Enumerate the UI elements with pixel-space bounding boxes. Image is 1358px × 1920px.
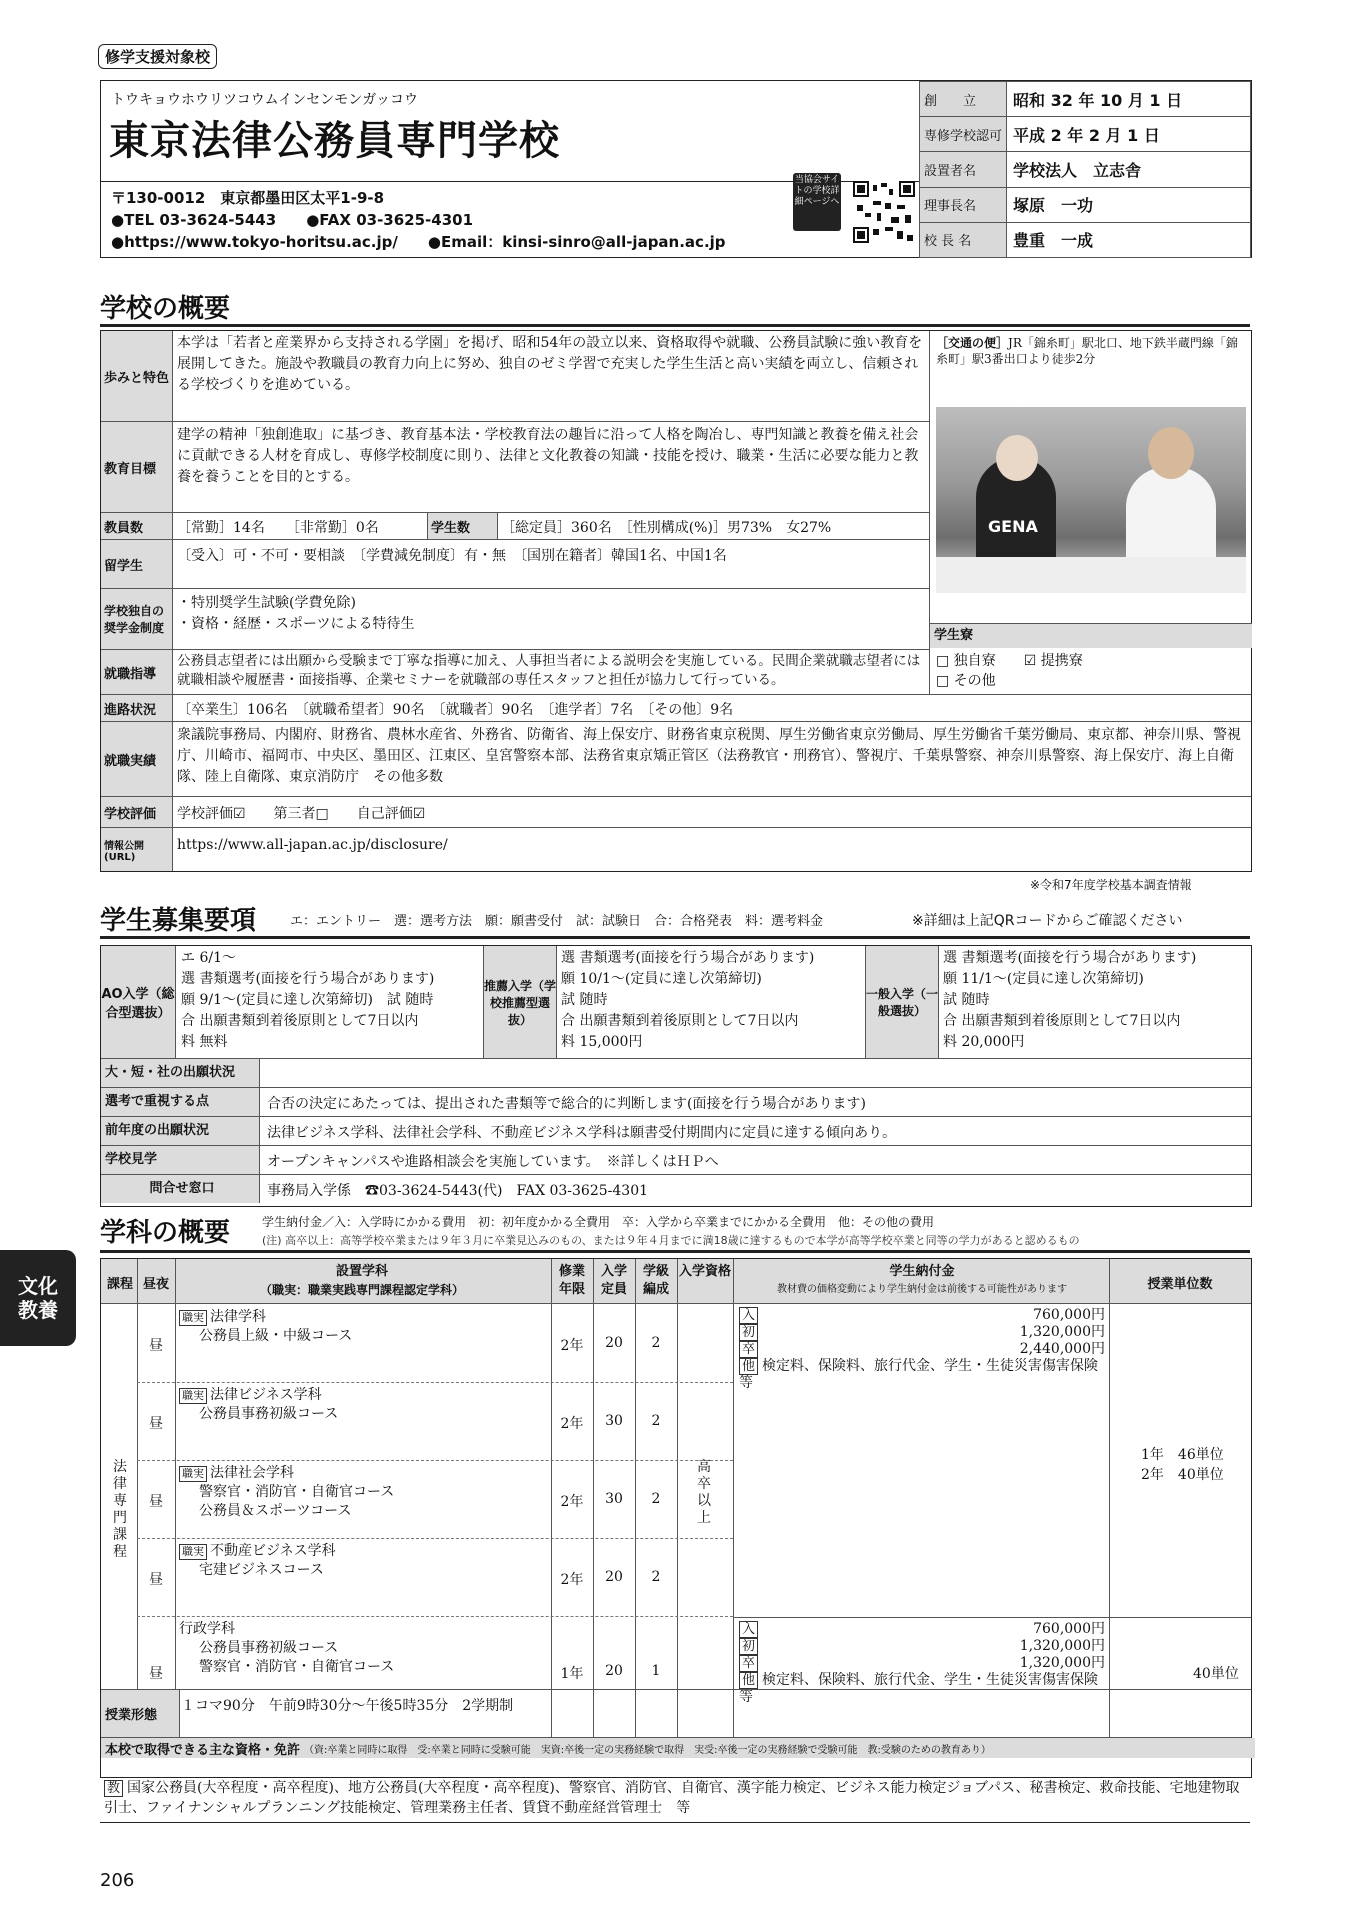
recruit-row-label: 選考で重視する点 bbox=[101, 1088, 260, 1116]
course-classes: 2 bbox=[651, 1413, 661, 1429]
guidance-label: 就職指導 bbox=[101, 650, 173, 694]
cert-badge: 職実 bbox=[179, 1466, 207, 1482]
eval-value: 学校評価☑ 第三者□ 自己評価☑ bbox=[177, 806, 426, 822]
school-info-table bbox=[919, 81, 1251, 258]
ao-entry: エ 6/1～ bbox=[181, 950, 236, 966]
path-value: 〔卒業生〕106名 〔就職希望者〕90名 〔就職者〕90名 〔進学者〕7名 〔その他〕9名 bbox=[177, 702, 734, 718]
suisen-exam: 試 随時 bbox=[561, 992, 608, 1008]
school-name: 東京法律公務員専門学校 bbox=[109, 118, 560, 164]
course-capacity: 20 bbox=[605, 1569, 623, 1585]
suisen-result: 合 出願書類到着後原則として7日以内 bbox=[561, 1013, 799, 1029]
course-capacity: 30 bbox=[605, 1491, 623, 1507]
ippan-application: 願 11/1～(定員に達し次第締切) bbox=[943, 971, 1144, 987]
school-web-link[interactable]: ●https://www.tokyo-horitsu.ac.jp/ bbox=[111, 233, 398, 251]
info-value: 学校法人 立志舎 bbox=[1007, 152, 1251, 187]
course-classes: 1 bbox=[651, 1663, 661, 1679]
course-years: 2年 bbox=[560, 1416, 584, 1432]
info-label: 校 長 名 bbox=[920, 222, 1007, 257]
recruit-row bbox=[101, 1146, 1251, 1175]
course-time: 昼 bbox=[149, 1494, 163, 1510]
dept-course: 警察官・消防官・自衛官コース bbox=[199, 1659, 395, 1675]
info-label: 創 立 bbox=[920, 82, 1007, 117]
info-value: 塚原 一功 bbox=[1007, 187, 1251, 222]
dorm-option-other[interactable]: □ その他 bbox=[936, 673, 996, 689]
ippan-result: 合 出願書類到着後原則として7日以内 bbox=[943, 1013, 1181, 1029]
fee-legend: 学生納付金／入：入学時にかかる費用 初：初年度かかる全費用 卒：入学から卒業までにかかる全費用 他：その他の費用 bbox=[262, 1215, 935, 1229]
cert-badge: 職実 bbox=[179, 1544, 207, 1560]
ippan-label: 一般入学（一般選抜） bbox=[865, 946, 939, 1058]
course-row bbox=[137, 1460, 733, 1539]
features-label: 歩みと特色 bbox=[101, 331, 173, 422]
quals-list: 教 国家公務員(大卒程度・高卒程度)、地方公務員(大卒程度・高卒程度)、警察官、消防官、自衛官、漢字能力検定、ビジネス能力検定ジョブパス、秘書検定、救命技能、宅地建物取引士、ファイナンシャルプランニング技能検定、管理業務主任者、賃貸不動産経営管理士 等 bbox=[104, 1780, 1240, 1816]
info-label: 理事長名 bbox=[920, 187, 1007, 222]
dept-course: 警察官・消防官・自衛官コース bbox=[199, 1484, 395, 1500]
tag-sotsu: 卒 bbox=[739, 1341, 758, 1358]
form-value: １コマ90分 午前9時30分～午後5時35分 2学期制 bbox=[181, 1698, 514, 1714]
features-text: 本学は「若者と産業界から支持される学園」を掲げ、昭和54年の設立以来、資格取得や就職、公務員試験に強い教育を展開してきた。施設や教職員の教育力向上に努め、独自のゼミ学習で充実した学生生活と高い実績を両立し、信頼される学校づくりを進めている。 bbox=[177, 335, 923, 393]
ao-details bbox=[181, 948, 481, 1053]
course-time: 昼 bbox=[149, 1572, 163, 1588]
course-dept bbox=[179, 1542, 549, 1580]
course-capacity: 20 bbox=[605, 1335, 623, 1351]
col-time: 昼夜 bbox=[139, 1273, 173, 1292]
goal-text: 建学の精神「独創進取」に基づき、教育基本法・学校教育法の趣旨に沿って人格を陶冶し、専門知識と教養を備え社会に貢献できる人材を育成し、専修学校制度に則り、法律と文化教養の知識・技能を授け、職業・生活に必要な能力と教養を養うことを目的とする。 bbox=[177, 427, 919, 485]
scholarship-label: 学校独自の奨学金制度 bbox=[101, 589, 173, 649]
col-classes: 学級編成 bbox=[637, 1263, 675, 1299]
info-value: 豊重 一成 bbox=[1007, 222, 1251, 257]
suisen-selection: 選 書類選考(面接を行う場合があります) bbox=[561, 950, 815, 966]
page-number: 206 bbox=[100, 1870, 135, 1891]
info-row bbox=[920, 82, 1251, 117]
course-years: 2年 bbox=[560, 1572, 584, 1588]
side-tab[interactable]: 文化教養 bbox=[0, 1250, 76, 1346]
course-note: (注) 高卒以上：高等学校卒業または９年３月に卒業見込みのもの、または９年４月までに満18歳に達するもので本学が高等学校卒業と同等の学力があると認めるもの bbox=[262, 1234, 1080, 1247]
students-label: 学生数 bbox=[427, 513, 498, 539]
dept-course: 公務員事務初級コース bbox=[199, 1406, 339, 1422]
dorm-option-own[interactable]: □ 独自寮 bbox=[936, 653, 996, 669]
dept-course: 公務員事務初級コース bbox=[199, 1640, 339, 1656]
overview-footnote: ※令和7年度学校基本調査情報 bbox=[1030, 878, 1192, 892]
course-dept bbox=[179, 1464, 549, 1521]
info-row bbox=[920, 187, 1251, 222]
course-dept bbox=[179, 1308, 549, 1346]
suisen-details bbox=[561, 948, 861, 1053]
scholarship-item: ・資格・経歴・スポーツによる特待生 bbox=[177, 616, 415, 632]
photo-shirt-text: GENA bbox=[988, 517, 1038, 536]
info-value: 平成 2 年 2 月 1 日 bbox=[1007, 117, 1251, 152]
suisen-application: 願 10/1～(定員に達し次第締切) bbox=[561, 971, 762, 987]
course-classes: 2 bbox=[651, 1491, 661, 1507]
course-row bbox=[137, 1304, 733, 1383]
disclosure-url-link[interactable]: https://www.all-japan.ac.jp/disclosure/ bbox=[177, 837, 448, 853]
teachers-label: 教員数 bbox=[101, 513, 173, 539]
goal-label: 教育目標 bbox=[101, 422, 173, 512]
ao-fee: 料 無料 bbox=[181, 1034, 228, 1050]
form-label: 授業形態 bbox=[101, 1690, 180, 1737]
fee-group-2: 入 760,000円 初 1,320,000円 卒 1,320,000円 他 検定料、保険料、旅行代金、学生・生徒災害傷害保険等 bbox=[739, 1621, 1105, 1705]
col-dept: 設置学科 （職実：職業実践専門課程認定学科） bbox=[177, 1263, 547, 1299]
access-info: ［交通の便］JR「錦糸町」駅北口、地下鉄半蔵門線「錦糸町」駅3番出口より徒歩2分 bbox=[936, 336, 1238, 366]
col-course: 課程 bbox=[103, 1273, 137, 1292]
recruit-row-label: 大・短・社の出願状況 bbox=[101, 1059, 260, 1087]
tag-other: 他 bbox=[739, 1672, 758, 1689]
recruit-row-label: 学校見学 bbox=[101, 1146, 260, 1174]
courses-title: 学科の概要 bbox=[100, 1212, 1250, 1253]
teachers-value: ［常勤］14名 ［非常勤］0名 bbox=[177, 520, 379, 536]
dorm-option-partner[interactable]: ☑ 提携寮 bbox=[1023, 653, 1083, 669]
guidance-text: 公務員志望者には出願から受験まで丁寧な指導に加え、人事担当者による説明会を実施している。民間企業就職志望者には就職相談や履歴書・面接指導、企業セミナーを就職部の専任スタッフと担任が協力して行っている。 bbox=[177, 653, 921, 688]
recruit-row-value: オープンキャンパスや進路相談会を実施しています。 ※詳しくはＨＰへ bbox=[267, 1154, 719, 1170]
cert-badge: 職実 bbox=[179, 1388, 207, 1404]
col-years: 修業年限 bbox=[553, 1263, 591, 1299]
info-label: 専修学校認可 bbox=[920, 117, 1007, 152]
info-value: 昭和 32 年 10 月 1 日 bbox=[1007, 82, 1251, 117]
recruit-row-value: 法律ビジネス学科、法律社会学科、不動産ビジネス学科は願書受付期間内に定員に達する傾向あり。 bbox=[267, 1125, 897, 1141]
dept-course: 公務員上級・中級コース bbox=[199, 1328, 353, 1344]
overview-title: 学校の概要 bbox=[100, 288, 1250, 327]
dept-course: 公務員＆スポーツコース bbox=[199, 1503, 352, 1519]
ao-result: 合 出願書類到着後原則として7日以内 bbox=[181, 1013, 419, 1029]
course-capacity: 20 bbox=[605, 1663, 623, 1679]
school-header bbox=[100, 80, 1252, 258]
info-row bbox=[920, 222, 1251, 257]
path-label: 進路状況 bbox=[101, 695, 173, 721]
tag-sotsu: 卒 bbox=[739, 1655, 758, 1672]
fee-group-1: 入 760,000円 初 1,320,000円 卒 2,440,000円 他 検定料、保険料、旅行代金、学生・生徒災害傷害保険等 bbox=[739, 1307, 1105, 1391]
dept-name: 法律ビジネス学科 bbox=[210, 1387, 322, 1403]
school-fax: ●FAX 03-3625-4301 bbox=[306, 211, 474, 229]
col-capacity: 入学定員 bbox=[595, 1263, 633, 1299]
overview-table bbox=[100, 330, 1252, 872]
tag-edu: 教 bbox=[104, 1780, 123, 1797]
course-row bbox=[137, 1538, 733, 1617]
course-years: 1年 bbox=[560, 1666, 584, 1682]
recruit-row bbox=[101, 1175, 1251, 1203]
info-row bbox=[920, 152, 1251, 187]
course-capacity: 30 bbox=[605, 1413, 623, 1429]
course-time: 昼 bbox=[149, 1666, 163, 1682]
quals-header: 本校で取得できる主な資格・免許 （資:卒業と同時に取得 受:卒業と同時に受験可能 実資:卒後一定の実務経験で取得 実受:卒後一定の実務経験で受験可能 教:受験のための教育あり） bbox=[101, 1738, 1255, 1758]
dept-name: 不動産ビジネス学科 bbox=[210, 1543, 336, 1559]
recruit-legend: エ：エントリー 選：選考方法 願：願書受付 試：試験日 合：合格発表 料：選考料金 bbox=[290, 914, 824, 929]
col-units: 授業単位数 bbox=[1111, 1273, 1249, 1292]
units-group-1: 1年 46単位 2年 40単位 bbox=[1141, 1447, 1224, 1483]
ippan-details bbox=[943, 948, 1247, 1053]
units-group-2: 40単位 bbox=[1193, 1666, 1239, 1682]
course-time: 昼 bbox=[149, 1338, 163, 1354]
suisen-label: 推薦入学（学校推薦型選抜） bbox=[483, 946, 557, 1058]
course-row bbox=[137, 1382, 733, 1461]
eval-label: 学校評価 bbox=[101, 797, 173, 827]
ao-selection: 選 書類選考(面接を行う場合があります) bbox=[181, 971, 435, 987]
recruit-table bbox=[100, 945, 1252, 1207]
recruit-row-value: 事務局入学係 ☎03-3624-5443(代) FAX 03-3625-4301 bbox=[267, 1183, 649, 1199]
course-years: 2年 bbox=[560, 1494, 584, 1510]
school-address: 〒130-0012 東京都墨田区太平1-9-8 bbox=[111, 189, 385, 207]
info-label: 設置者名 bbox=[920, 152, 1007, 187]
ippan-fee: 料 20,000円 bbox=[943, 1034, 1025, 1050]
course-classes: 2 bbox=[651, 1569, 661, 1585]
course-time: 昼 bbox=[149, 1416, 163, 1432]
tag-nyu: 入 bbox=[739, 1307, 758, 1324]
col-fee: 学生納付金 教材費の価格変動により学生納付金は前後する可能性があります bbox=[737, 1263, 1107, 1299]
recruit-row-label: 前年度の出願状況 bbox=[101, 1117, 260, 1145]
recruit-row-label: 問合せ窓口 bbox=[101, 1175, 260, 1203]
dept-name: 行政学科 bbox=[179, 1621, 235, 1637]
qr-code-icon[interactable] bbox=[853, 181, 915, 243]
url-label: 情報公開(URL) bbox=[101, 828, 173, 871]
intl-value: 〔受入〕可・不可・要相談 〔学費減免制度〕有・無 〔国別在籍者〕韓国1名、中国1名 bbox=[177, 548, 727, 564]
dorm-label: 学生寮 bbox=[930, 624, 1252, 648]
recruit-row bbox=[101, 1117, 1251, 1146]
course-classes: 2 bbox=[651, 1335, 661, 1351]
campus-photo bbox=[936, 407, 1246, 593]
school-kana: トウキョウホウリツコウムインセンモンガッコウ bbox=[111, 92, 419, 108]
qualification: 高卒以上 bbox=[697, 1459, 711, 1526]
tag-other: 他 bbox=[739, 1358, 758, 1375]
suisen-fee: 料 15,000円 bbox=[561, 1034, 643, 1050]
ao-application: 願 9/1～(定員に達し次第締切) 試 随時 bbox=[181, 992, 434, 1008]
course-years: 2年 bbox=[560, 1338, 584, 1354]
school-email-link[interactable]: ●Email：kinsi-sinro@all-japan.ac.jp bbox=[427, 233, 726, 251]
scholarship-item: ・特別奨学生試験(学費免除) bbox=[177, 595, 356, 611]
dorm-options bbox=[936, 651, 1246, 691]
school-tel: ●TEL 03-3624-5443 bbox=[111, 211, 277, 229]
recruit-row bbox=[101, 1059, 1251, 1088]
col-qualification: 入学資格 bbox=[679, 1264, 732, 1279]
cert-badge: 職実 bbox=[179, 1310, 207, 1326]
course-dept bbox=[179, 1620, 549, 1677]
jobs-label: 就職実績 bbox=[101, 722, 173, 796]
qr-note: 当協会サイトの学校詳細ページへ bbox=[793, 173, 841, 231]
tag-sho: 初 bbox=[739, 1324, 758, 1341]
recruit-title: 学生募集要項 bbox=[100, 900, 1250, 939]
recruit-qr-note: ※詳細は上記QRコードからご確認ください bbox=[912, 913, 1183, 929]
recruit-row-value: 合否の決定にあたっては、提出された書類等で総合的に判断します(面接を行う場合があります) bbox=[267, 1096, 866, 1112]
info-row bbox=[920, 117, 1251, 152]
scholarship-list bbox=[177, 593, 414, 635]
students-value: ［総定員］360名 ［性別構成(%)］男73% 女27% bbox=[501, 520, 832, 536]
tag-nyu: 入 bbox=[739, 1621, 758, 1638]
courses-table bbox=[100, 1258, 1252, 1778]
recruit-row bbox=[101, 1088, 1251, 1117]
dept-name: 法律学科 bbox=[210, 1309, 266, 1325]
support-badge: 修学支援対象校 bbox=[98, 44, 217, 69]
jobs-text: 衆議院事務局、内閣府、財務省、農林水産省、外務省、防衛省、海上保安庁、財務省東京税関、厚生労働省東京労働局、厚生労働省千葉労働局、東京都、神奈川県、警視庁、川崎市、福岡市、中央区、墨田区、江東区、皇宮警察本部、法務省東京矯正管区（法務教官・刑務官）、警視庁、千葉県警察、神奈川県警察、海上保安庁、海上自衛隊、陸上自衛隊、東京消防庁 その他多数 bbox=[177, 727, 1241, 785]
intl-label: 留学生 bbox=[101, 540, 173, 588]
course-dept bbox=[179, 1386, 549, 1424]
dept-name: 法律社会学科 bbox=[210, 1465, 294, 1481]
course-name: 法律専門課程 bbox=[113, 1459, 127, 1560]
ippan-selection: 選 書類選考(面接を行う場合があります) bbox=[943, 950, 1197, 966]
ippan-exam: 試 随時 bbox=[943, 992, 990, 1008]
dept-course: 宅建ビジネスコース bbox=[199, 1562, 324, 1578]
ao-label: AO入学（総合型選抜） bbox=[101, 946, 176, 1058]
tag-sho: 初 bbox=[739, 1638, 758, 1655]
